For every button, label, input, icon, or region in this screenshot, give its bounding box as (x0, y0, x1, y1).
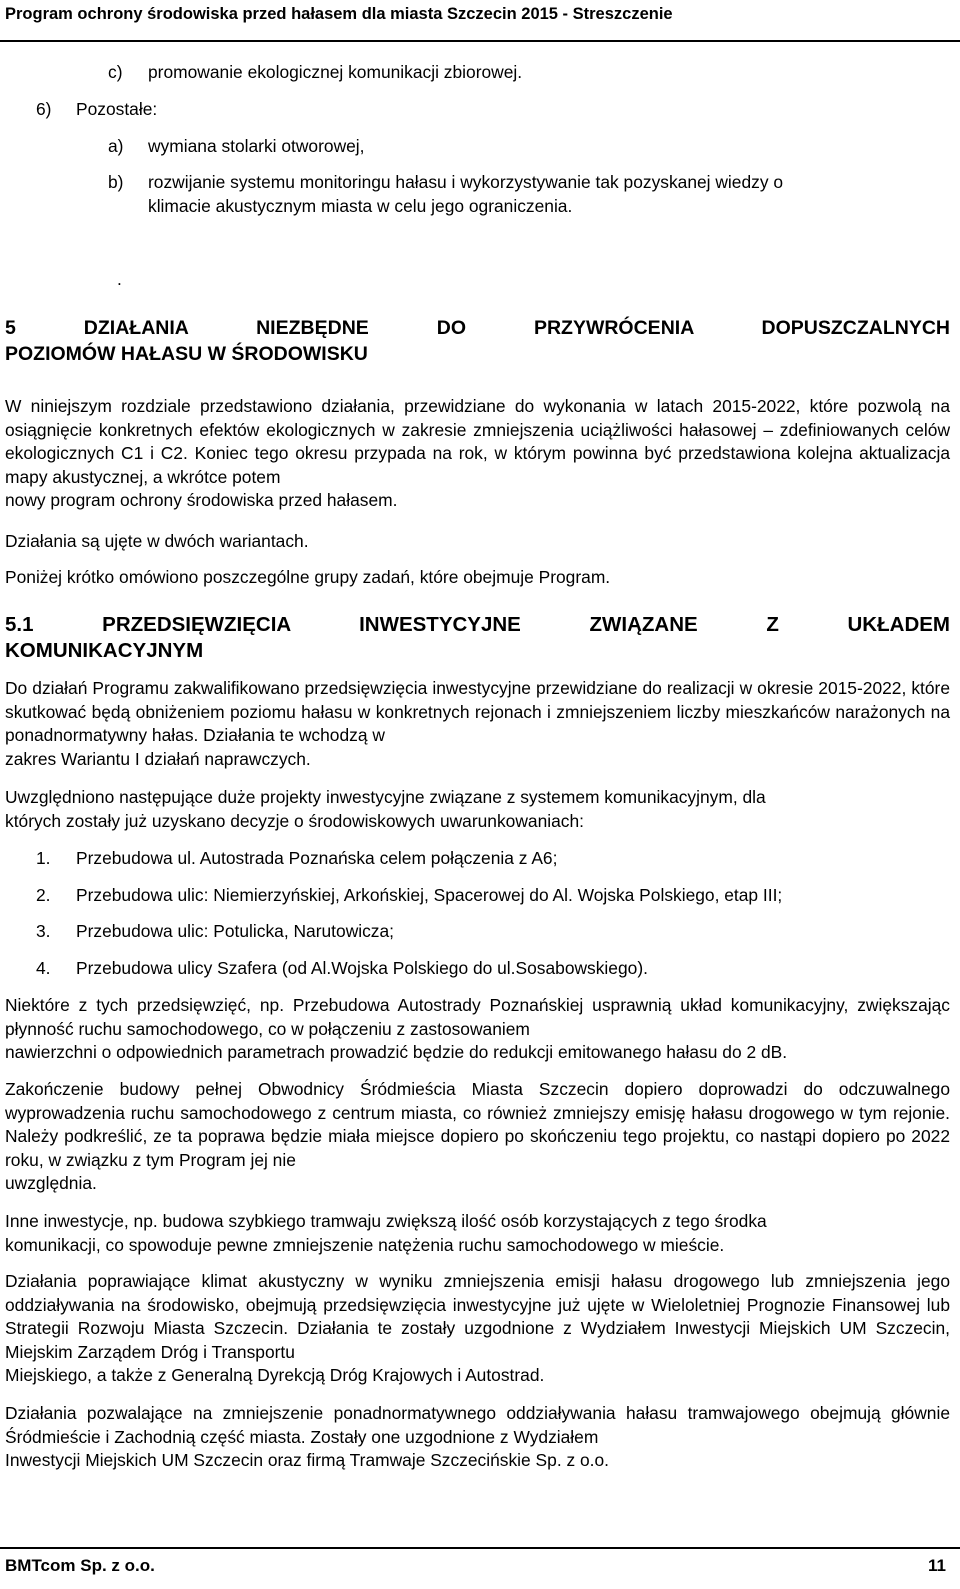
project-item-2 (36, 884, 782, 906)
list-item-b-continuation: klimacie akustycznym miasta w celu jego ograniczenia. (148, 196, 573, 216)
section-5-1-paragraph-1 (5, 677, 950, 771)
header-title: Program ochrony środowiska przed hałasem dla miasta Szczecin 2015 - Streszczenie (5, 5, 673, 23)
section-5-intro (5, 395, 950, 513)
list-text: Przebudowa ulicy Szafera (od Al.Wojska Polskiego do ul.Sosabowskiego). (76, 958, 648, 978)
paragraph-last-line: Miejskiego, a także z Generalną Dyrekcją Dróg Krajowych i Autostrad. (5, 1365, 545, 1385)
paragraph-text: W niniejszym rozdziale przedstawiono działania, przewidziane do wykonania w latach 2015-2022, które pozwolą na osiągnięcie konkretnych efektów ekologicznych w zakresie zmniejszenia uciążliwości hałasowej – zdefiniowanych celów ekologicznych C1 i C2. Koniec tego okresu przypada na rok, w którym powinna być przedstawiona kolejna aktualizacja mapy akustycznej, a wkrótce potem (5, 396, 950, 487)
paragraph-text: Zakończenie budowy pełnej Obwodnicy Śródmieścia Miasta Szczecin dopiero doprowadzi do odczuwalnego wyprowadzenia ruchu samochodowego z centrum miasta, co również zmniejszy emisję hałasu drogowego w tym rejonie. Należy podkreślić, ze ta poprawa będzie miała miejsce dopiero po skończeniu tego projektu, co nastąpi dopiero po 2022 roku, w związku z tym Program jej nie (5, 1079, 950, 1170)
list-item-b (108, 171, 783, 193)
heading-line: 5 DZIAŁANIA NIEZBĘDNE DO PRZYWRÓCENIA DOPUSZCZALNYCH (5, 317, 950, 339)
heading-line: POZIOMÓW HAŁASU W ŚRODOWISKU (5, 343, 368, 365)
footer-divider (0, 1547, 960, 1549)
page-header (0, 0, 960, 42)
list-item-c (108, 61, 522, 83)
list-marker: b) (108, 172, 124, 192)
list-marker: c) (108, 62, 123, 82)
section-5-1-paragraph-6 (5, 1270, 950, 1388)
paragraph-text: Działania pozwalające na zmniejszenie ponadnormatywnego oddziaływania hałasu tramwajowego obejmują głównie Śródmieście i Zachodnią część miasta. Zostały one uzgodnione z Wydziałem (5, 1403, 950, 1447)
paragraph-last-line: Inwestycji Miejskich UM Szczecin oraz firmą Tramwaje Szczecińskie Sp. z o.o. (5, 1450, 610, 1470)
list-text: Pozostałe: (76, 99, 158, 119)
list-marker: a) (108, 136, 124, 156)
list-marker: 6) (36, 99, 52, 119)
section-5-1-paragraph-4 (5, 1078, 950, 1196)
heading-line: 5.1 PRZEDSIĘWZIĘCIA INWESTYCYJNE ZWIĄZANE Z UKŁADEM (5, 613, 950, 636)
list-marker: 4. (36, 958, 51, 978)
section-5-heading (5, 315, 950, 367)
paragraph-last-line: nowy program ochrony środowiska przed hałasem. (5, 490, 398, 510)
stray-dot: . (117, 269, 122, 289)
project-item-3 (36, 920, 394, 942)
paragraph-last-line: nawierzchni o odpowiednich parametrach prowadzić będzie do redukcji emitowanego hałasu do 2 dB. (5, 1042, 788, 1062)
project-item-1 (36, 847, 557, 869)
list-marker: 3. (36, 921, 51, 941)
page-number: 11 (928, 1556, 946, 1575)
section-5-1-paragraph-2 (5, 786, 950, 833)
paragraph-text: Działania poprawiające klimat akustyczny w wyniku zmniejszenia emisji hałasu drogowego lub zmniejszenia jego oddziaływania na środowisko, obejmują przedsięwzięcia inwestycyjne już ujęte w Wieloletniej Prognozie Finansowej lub Strategii Rozwoju Miasta Szczecin. Działania te zostały uzgodnione z Wydziałem Inwestycji Miejskich UM Szczecin, Miejskim Zarządem Dróg i Transportu (5, 1271, 950, 1362)
paragraph-last-line: uwzględnia. (5, 1173, 97, 1193)
section-5-1-paragraph-5 (5, 1210, 950, 1257)
paragraph-text: Do działań Programu zakwalifikowano przedsięwzięcia inwestycyjne przewidziane do realizacji w okresie 2015-2022, które skutkować będą obniżeniem poziomu hałasu w konkretnych rejonach i zmniejszeniem liczby mieszkańców narażonych na ponadnormatywny hałas. Działania te wchodzą w (5, 678, 950, 745)
section-5-1-paragraph-3 (5, 994, 950, 1065)
list-marker: 1. (36, 848, 51, 868)
paragraph-last-line: zakres Wariantu I działań naprawczych. (5, 748, 311, 769)
section-5-1-heading (5, 612, 950, 664)
paragraph-text: Inne inwestycje, np. budowa szybkiego tramwaju zwiększą ilość osób korzystających z tego środka (5, 1211, 767, 1231)
list-text: rozwijanie systemu monitoringu hałasu i wykorzystywanie tak pozyskanej wiedzy o (148, 172, 784, 192)
list-text: wymiana stolarki otworowej, (148, 136, 365, 156)
paragraph-text: Uwzględniono następujące duże projekty inwestycyjne związane z systemem komunikacyjnym, dla (5, 787, 766, 807)
project-item-4 (36, 957, 648, 979)
variants-text: Działania są ujęte w dwóch wariantach. (5, 531, 309, 551)
footer-company: BMTcom Sp. z o.o. (5, 1556, 155, 1575)
heading-line: KOMUNIKACYJNYM (5, 639, 204, 662)
list-item-a (108, 135, 365, 157)
paragraph-last-line: których zostały już uzyskano decyzje o środowiskowych uwarunkowaniach: (5, 810, 584, 831)
list-text: Przebudowa ulic: Potulicka, Narutowicza; (76, 921, 395, 941)
section-5-1-paragraph-7 (5, 1402, 950, 1473)
groups-text: Poniżej krótko omówiono poszczególne grupy zadań, które obejmuje Program. (5, 567, 611, 587)
paragraph-last-line: komunikacji, co spowoduje pewne zmniejszenie natężenia ruchu samochodowego w mieście. (5, 1234, 725, 1255)
paragraph-text: Niektóre z tych przedsięwzięć, np. Przebudowa Autostrady Poznańskiej usprawnią układ komunikacyjny, zwiększając płynność ruchu samochodowego, co w połączeniu z zastosowaniem (5, 995, 950, 1039)
list-text: Przebudowa ul. Autostrada Poznańska celem połączenia z A6; (76, 848, 558, 868)
list-item-6 (36, 98, 157, 120)
list-marker: 2. (36, 885, 51, 905)
list-text: Przebudowa ulic: Niemierzyńskiej, Arkońskiej, Spacerowej do Al. Wojska Polskiego, etap III; (76, 885, 783, 905)
list-text: promowanie ekologicznej komunikacji zbiorowej. (148, 62, 523, 82)
